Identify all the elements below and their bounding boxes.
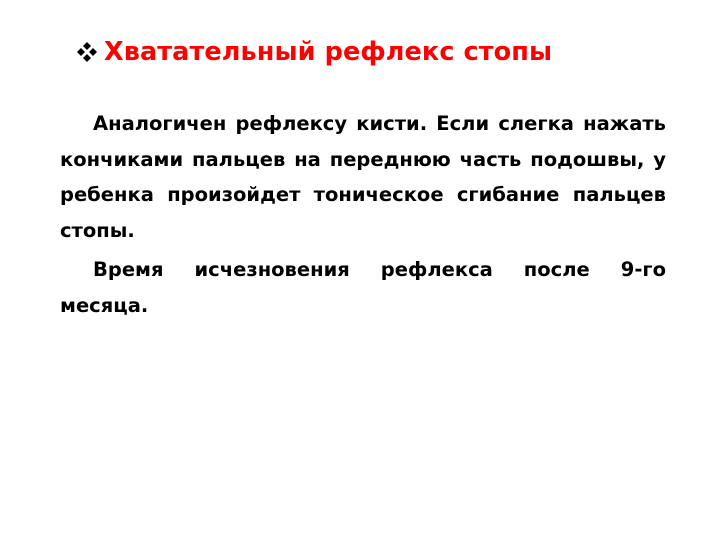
slide-title-row	[76, 30, 696, 74]
body-paragraph-1: Аналогичен рефлексу кисти. Если слегка нажать кончиками пальцев на переднюю часть подошвы, у ребенка произойдет тоническое сгибание пальцев стопы.	[60, 112, 666, 242]
slide-body	[60, 106, 666, 327]
four-diamond-bullet-icon	[76, 41, 98, 63]
body-paragraph-2: Время исчезновения рефлекса после 9-го месяца.	[60, 258, 666, 317]
slide-title: Хватательный рефлекс стопы	[104, 37, 553, 67]
